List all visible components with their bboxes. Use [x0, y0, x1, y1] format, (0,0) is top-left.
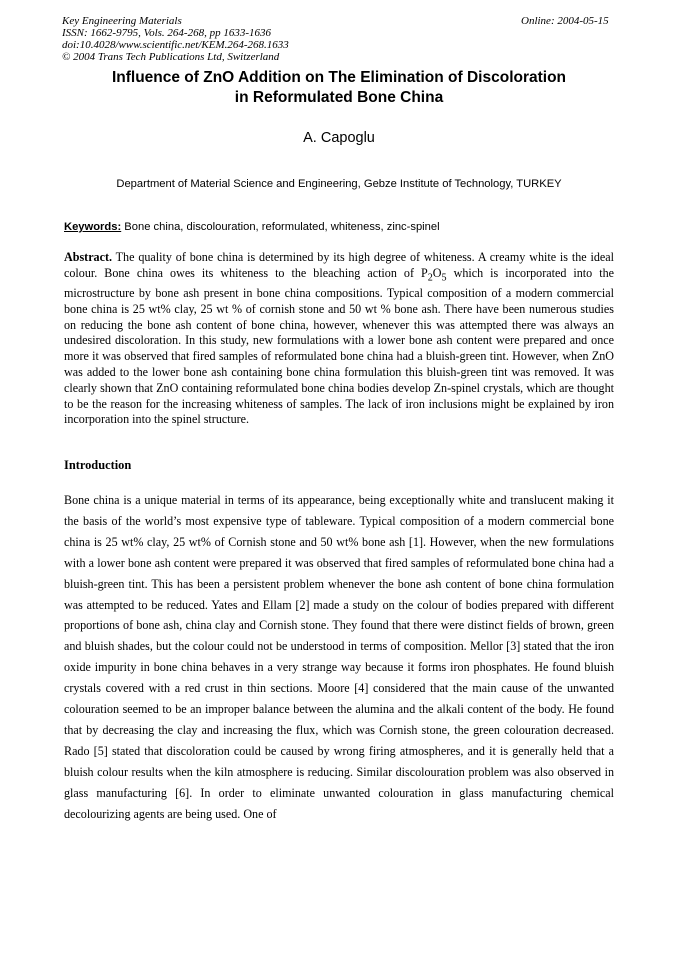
- author-name: A. Capoglu: [303, 130, 375, 146]
- journal-header: [62, 15, 289, 63]
- subscript-5: 5: [441, 272, 447, 284]
- abstract-text-part-2: O: [432, 265, 442, 280]
- doi-line: doi:10.4028/www.scientific.net/KEM.264-268.1633: [62, 39, 289, 51]
- abstract-text-part-3: which is incorporated into the microstructure by bone ash present in bone china compositions. Typical composition of a modern commercial bone china is 25 wt% clay, 25 wt % of cornish stone and 50 wt % bone ash. There have been numerous studies on reducing the bone ash content of bone china, however, whenever this was attempted there was always an undesired discoloration. In this study, new formulations with a lower bone ash content were prepared and once more it was observed that fired samples of reformulated bone china had a bluish-green tint. However, when ZnO was added to the lower bone ash containing bone china formulation this bluish-green tint was removed. It was clearly shown that ZnO containing reformulated bone china bodies develop Zn-spinel crystals, which are thought to be the reason for the increasing whiteness of samples. The lack of iron inclusions might be explained by iron incorporation into the spinel structure.: [64, 265, 614, 427]
- abstract-text-part-1: The quality of bone china is determined by its high degree of whiteness. A creamy white is the ideal colour. Bone china owes its whiteness to the bleaching action of P: [64, 250, 614, 280]
- online-date: Online: 2004-05-15: [521, 15, 609, 27]
- introduction-body: [64, 490, 614, 825]
- copyright-line: © 2004 Trans Tech Publications Ltd, Switzerland: [62, 51, 280, 63]
- title-line-1: Influence of ZnO Addition on The Elimination of Discoloration: [111, 69, 567, 86]
- issn-line: ISSN: 1662-9795, Vols. 264-268, pp 1633-1636: [62, 27, 271, 39]
- paper-title: [0, 68, 678, 108]
- introduction-paragraph: Bone china is a unique material in terms of its appearance, being exceptionally white and translucent making it the basis of the world’s most expensive type of tableware. Typical composition of a modern commercial bone china is 25 wt% clay, 25 wt% of Cornish stone and 50 wt% bone ash [1]. However, when the new formulations with a lower bone ash content were prepared it was observed that fired samples of reformulated bone china had a bluish-green tint. This has been a persistent problem whenever the bone ash content of bone china formulation was attempted to be reduced. Yates and Ellam [2] made a study on the colour of bodies prepared with different proportions of bone ash, china clay and Cornish stone. They found that there were distinct fields of brown, green and bluish shades, but the colour could not be understood in terms of composition. Mellor [3] stated that the iron oxide impurity in bone china behaves in a very strange way because it forms iron phosphates. He found bluish crystals covered with a red crust in thin sections. Moore [4] considered that the main cause of the unwanted colouration seemed to be an improper balance between the alumina and the alkali content of the body. He found that by decreasing the clay and increasing the flux, which was Cornish stone, the green colouration decreased. Rado [5] stated that discoloration could be caused by wrong firing atmospheres, and it is generally held that a bluish colour results when the kiln atmosphere is reducing. Similar discolouration problem was also observed in glass manufacturing [6]. In order to eliminate unwanted colouration in glass manufacturing chemical decolourizing agents are being used. One of: [64, 493, 614, 821]
- abstract-label: Abstract.: [64, 250, 113, 264]
- keywords-label: Keywords:: [64, 221, 122, 233]
- affiliation: Department of Material Science and Engineering, Gebze Institute of Technology, TURKEY: [116, 178, 562, 190]
- keywords: [64, 221, 616, 233]
- abstract: [64, 250, 614, 428]
- subscript-2: 2: [427, 272, 433, 284]
- introduction-heading: Introduction: [64, 458, 132, 472]
- journal-name: Key Engineering Materials: [62, 15, 182, 27]
- title-line-2: in Reformulated Bone China: [234, 89, 444, 106]
- keywords-text: Bone china, discolouration, reformulated, whiteness, zinc-spinel: [121, 221, 440, 233]
